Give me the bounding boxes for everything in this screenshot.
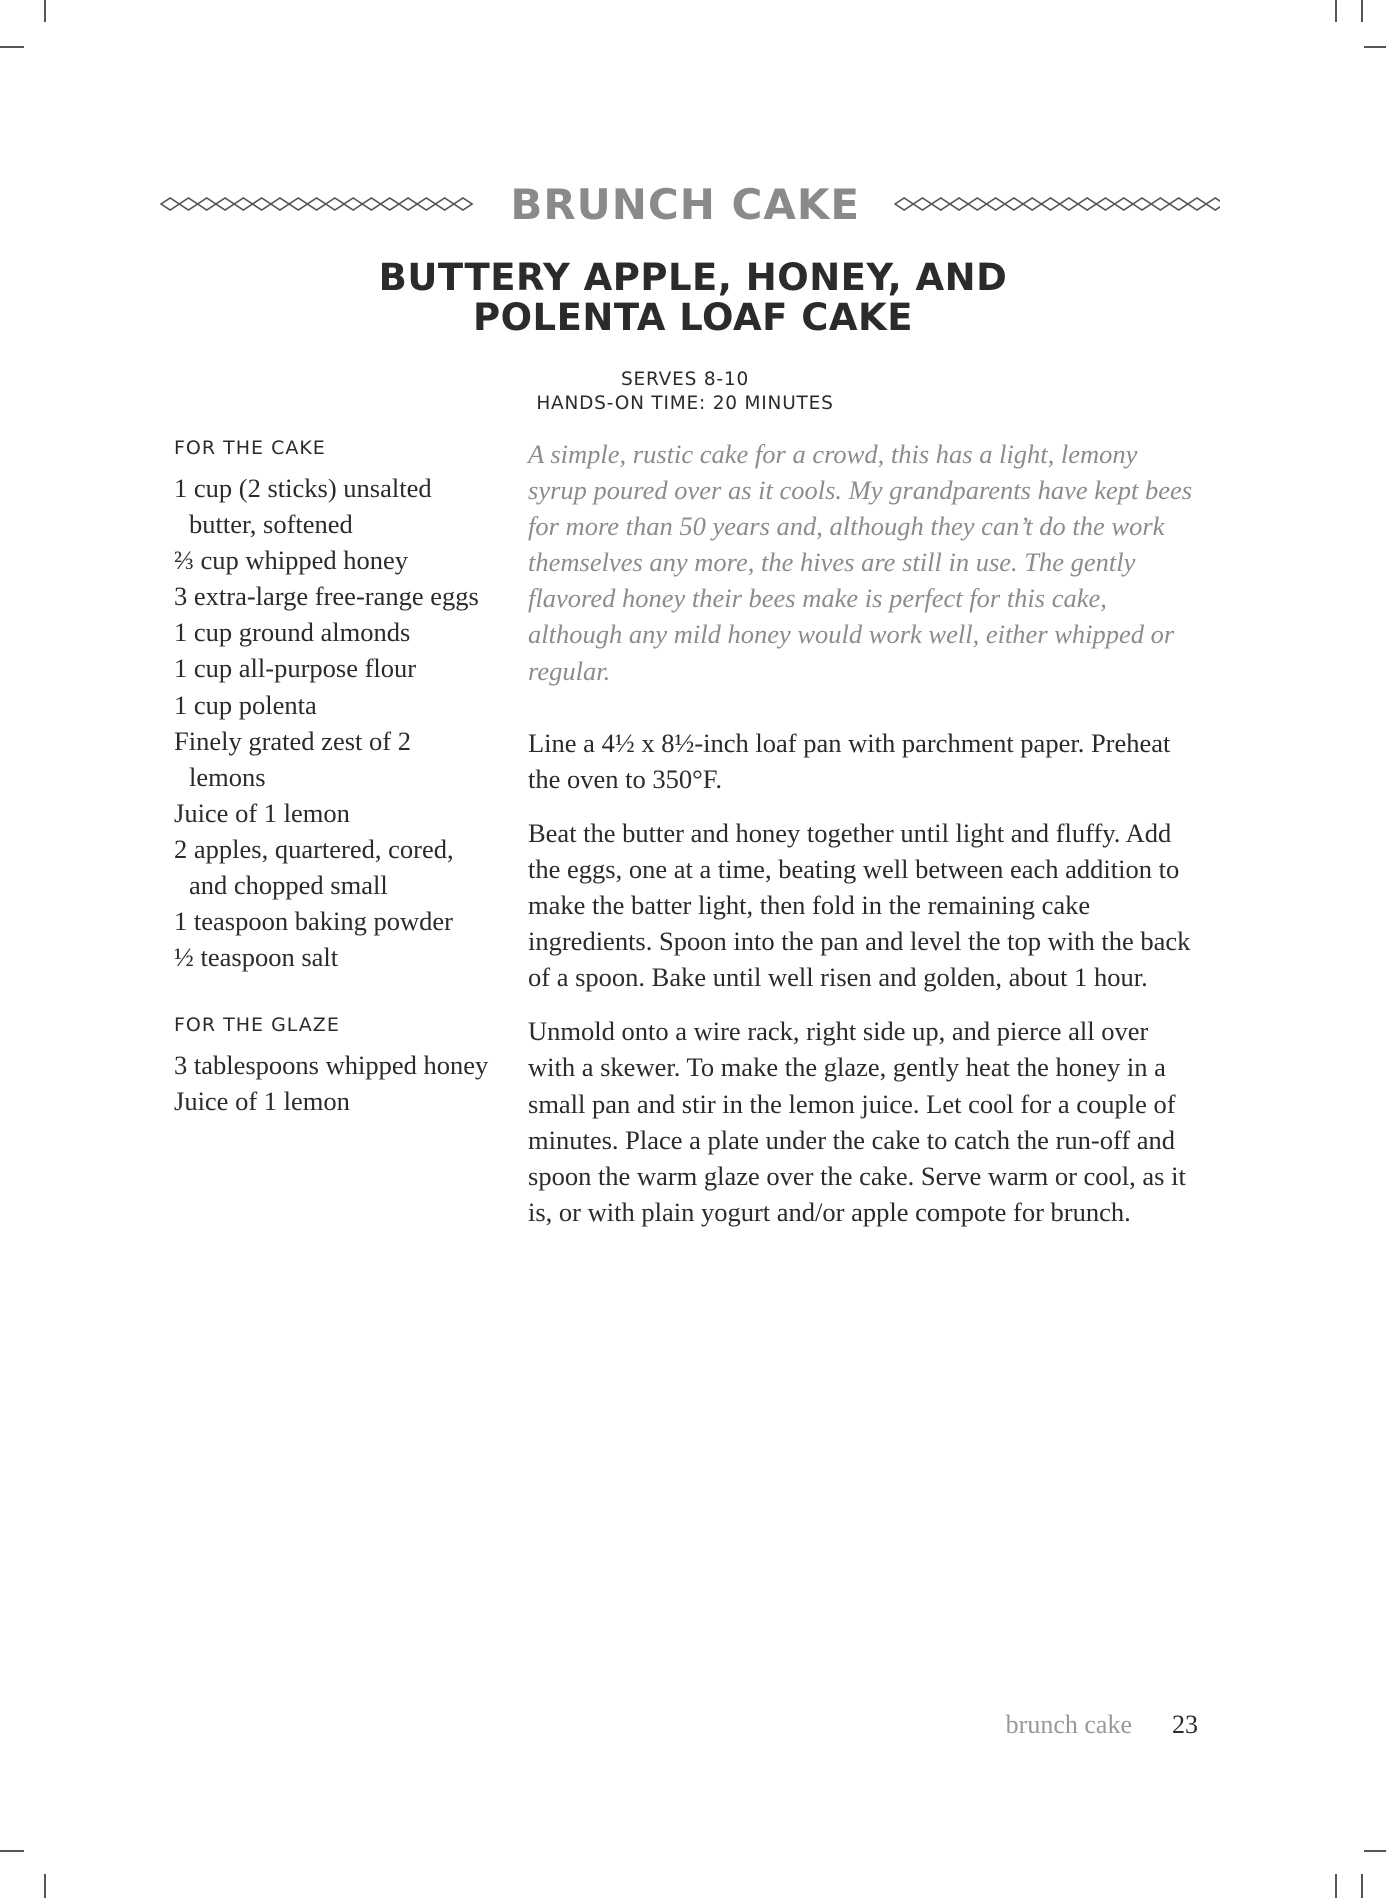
method-step: Unmold onto a wire rack, right side up, and pierce all over with a skewer. To make the glaze, gently heat the honey in a small pan and stir in the lemon juice. Let cool for a couple of minutes. Place a plate under the cake to catch the run-off and spoon the warm glaze over the cake. Serve warm or cool, as it is, or with plain yogurt and/or apple compote for brunch. [528,1016,1186,1227]
crop-mark-bottom-right-h [1364,1850,1386,1852]
ornament-diamond [216,198,234,210]
ornament-diamond [950,198,968,210]
glaze-ingredients-heading: FOR THE GLAZE [174,1014,340,1037]
crop-mark-bottom-left-h [0,1850,24,1852]
ingredients-column [174,436,494,1120]
crop-mark-top-right-v2 [1361,0,1363,22]
ornament-diamond [307,198,325,210]
page-footer [1006,1710,1198,1740]
running-head: brunch cake [1005,1710,1132,1739]
recipe-title [300,258,1086,338]
ornament-diamond [1133,198,1151,210]
ingredient-item: 1 cup all-purpose flour [174,653,417,684]
ornament-diamond [234,198,252,210]
crop-mark-bottom-right-v2 [1361,1874,1363,1898]
ornament-diamond [1206,198,1220,210]
ornament-diamond [1023,198,1041,210]
page-number: 23 [1172,1710,1198,1739]
ornament-diamond [1060,198,1078,210]
ornament-diamond [179,198,197,210]
ingredient-item: 1 teaspoon baking powder [174,906,453,937]
ornament-diamond [253,198,271,210]
ornament-diamond [198,198,216,210]
ornament-diamond [1115,198,1133,210]
ornament-diamond [362,198,380,210]
ingredient-item: 2 apples, quartered, cored, and chopped small [174,833,454,901]
method-step: Line a 4½ x 8½-inch loaf pan with parchment paper. Preheat the oven to 350°F. [528,727,1171,794]
cake-ingredients-list [174,470,494,975]
ornament-diamond [1078,198,1096,210]
crop-mark-bottom-left-v [44,1874,46,1898]
hands-on-time-text: HANDS-ON TIME: 20 MINUTES [536,393,834,414]
ornament-diamond [289,198,307,210]
crop-mark-top-left-v [44,0,46,22]
method-step: Beat the butter and honey together until light and fluffy. Add the eggs, one at a time, beating well between each addition to make the batter light, then fold in the remaining cake ingredients. Spoon into the pan and level the top with the back of a spoon. Bake until well risen and golden, about 1 hour. [528,817,1191,993]
recipe-intro: A simple, rustic cake for a crowd, this has a light, lemony syrup poured over as it cools. My grandparents have kept bees for more than 50 years and, although they can’t do the work themselves any more, the hives are still in use. The gently flavored honey their bees make is perfect for this cake, although any mild honey would work well, either whipped or regular. [528,439,1193,686]
ornament-diamond [1005,198,1023,210]
ingredient-item: 1 cup ground almonds [174,617,411,648]
crop-mark-top-left-h [0,46,24,48]
ornament-diamond [1170,198,1188,210]
ornament-diamond [344,198,362,210]
ornament-diamond [399,198,417,210]
method-column [528,436,1198,1248]
ornament-diamond [1188,198,1206,210]
ornament-diamond [932,198,950,210]
recipe-meta [515,368,855,416]
recipe-title-line-1: BUTTERY APPLE, HONEY, AND [378,256,1008,299]
ornament-diamond [161,198,179,210]
ingredient-item: ⅔ cup whipped honey [174,545,409,576]
ornament-diamond [1041,198,1059,210]
crop-mark-top-right-v1 [1335,0,1337,22]
ornament-diamond [381,198,399,210]
ingredient-item: 1 cup (2 sticks) unsalted butter, softened [174,473,432,540]
ornament-diamond [968,198,986,210]
ornament-diamond [417,198,435,210]
crop-mark-bottom-right-v1 [1335,1874,1337,1898]
ornament-diamond [271,198,289,210]
ingredient-item: Juice of 1 lemon [174,1086,350,1117]
ornament-diamond [326,198,344,210]
ornament-diamond [987,198,1005,210]
ornament-diamond [436,198,454,210]
ingredient-item: 1 cup polenta [174,689,317,720]
crop-mark-top-right-h [1364,46,1386,48]
cake-ingredients-heading: FOR THE CAKE [174,437,326,459]
recipe-title-line-2: POLENTA LOAF CAKE [472,296,914,339]
ingredient-item: Juice of 1 lemon [174,797,350,828]
ornament-diamond [454,198,472,210]
chapter-header [160,176,1220,232]
ornament-diamond [913,198,931,210]
ornament-diamond [1096,198,1114,210]
ornament-right-icon [894,194,1220,214]
chapter-title: BRUNCH CAKE [510,179,861,229]
serves-text: SERVES 8-10 [620,369,750,390]
ingredient-item: Finely grated zest of 2 lemons [174,725,411,792]
ingredient-item: 3 tablespoons whipped honey [174,1050,489,1081]
ornament-diamond [1151,198,1169,210]
ornament-diamond [895,198,913,210]
ingredient-item: ½ teaspoon salt [174,942,339,973]
ornament-left-icon [160,194,476,214]
glaze-ingredients-list [174,1047,494,1119]
ingredient-item: 3 extra-large free-range eggs [174,581,479,612]
